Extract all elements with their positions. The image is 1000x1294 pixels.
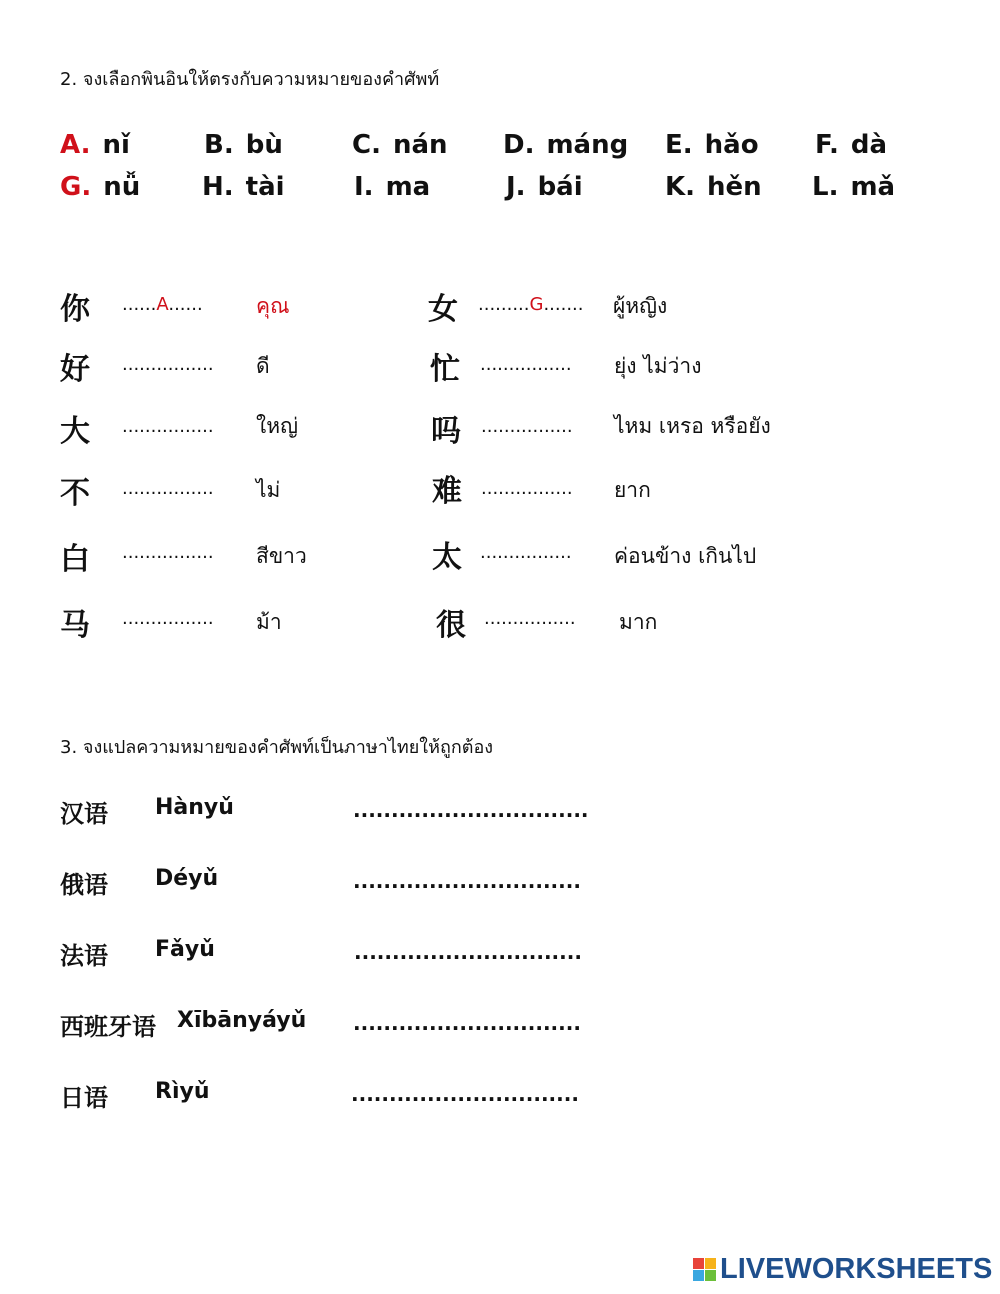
option-pinyin: tài: [245, 172, 285, 202]
logo-tile: [705, 1258, 716, 1269]
thai-meaning: คุณ: [256, 294, 290, 318]
dots: ......: [122, 294, 157, 315]
logo-tile: [705, 1270, 716, 1281]
option-pinyin: ma: [385, 172, 431, 202]
liveworksheets-logo-icon: [693, 1258, 716, 1281]
option-letter: A.: [60, 130, 91, 160]
hanzi: 难: [432, 474, 462, 509]
answer-blank[interactable]: [122, 478, 214, 499]
option-pinyin: máng: [546, 130, 629, 160]
hanzi: 太: [432, 540, 462, 575]
thai-meaning: ค่อนข้าง เกินไป: [614, 544, 757, 568]
answer-blank[interactable]: [484, 608, 576, 629]
dots: ................: [481, 478, 573, 499]
logo-tile: [693, 1270, 704, 1281]
answer-value: A: [156, 294, 169, 315]
hanzi: 你: [60, 292, 90, 327]
option-letter: D.: [503, 130, 535, 160]
thai-meaning: ยุ่ง ไม่ว่าง: [614, 354, 702, 378]
option-letter: K.: [665, 172, 696, 202]
hanzi: 大: [60, 414, 90, 449]
answer-blank[interactable]: [480, 354, 572, 375]
hanzi: 吗: [431, 414, 461, 449]
option-letter: J.: [506, 172, 526, 202]
dots: .........: [478, 294, 530, 315]
thai-meaning: ไม่: [256, 478, 281, 502]
option-pinyin: nǐ: [102, 130, 130, 160]
answer-blank[interactable]: [122, 542, 214, 563]
answer-blank[interactable]: [480, 542, 572, 563]
dots: ................: [481, 416, 573, 437]
option-letter: G.: [60, 172, 92, 202]
dots: ................: [122, 542, 214, 563]
section-3-heading: 3. จงแปลความหมายของคำศัพท์เป็นภาษาไทยให้ถูกต้อง: [60, 737, 494, 758]
option-pinyin: nán: [392, 130, 448, 160]
thai-meaning: ยาก: [614, 478, 651, 502]
answer-blank[interactable]: [481, 416, 573, 437]
thai-meaning: มาก: [619, 610, 658, 634]
option-pinyin: mǎ: [850, 172, 896, 202]
option-letter: L.: [812, 172, 839, 202]
option-letter: C.: [352, 130, 381, 160]
thai-meaning: ใหญ่: [256, 414, 298, 438]
option-letter: F.: [815, 130, 839, 160]
option-pinyin: bù: [245, 130, 283, 160]
dots: ................: [484, 608, 576, 629]
answer-value: G: [529, 294, 544, 315]
option-letter: E.: [665, 130, 693, 160]
option-l: [812, 172, 895, 202]
section-2-heading: 2. จงเลือกพินอินให้ตรงกับความหมายของคำศัพท์: [60, 69, 440, 90]
dots: ................: [122, 608, 214, 629]
answer-blank[interactable]: [122, 608, 214, 629]
translation-blank[interactable]: ...............................: [353, 798, 589, 822]
option-pinyin: hǎo: [704, 130, 759, 160]
hanzi-word: 汉语: [60, 800, 108, 828]
dots: ................: [122, 416, 214, 437]
dots: ................: [480, 542, 572, 563]
translation-blank[interactable]: ..............................: [353, 869, 581, 893]
option-f: [815, 130, 887, 160]
hanzi-word: 俄语: [60, 871, 108, 899]
translation-blank[interactable]: ..............................: [353, 1011, 581, 1035]
option-b: [204, 130, 283, 160]
answer-blank[interactable]: [122, 354, 214, 375]
answer-blank[interactable]: [122, 416, 214, 437]
translation-blank[interactable]: ..............................: [351, 1082, 579, 1106]
option-letter: I.: [354, 172, 374, 202]
logo-text: LIVEWORKSHEETS: [720, 1252, 993, 1285]
option-j: [506, 172, 583, 202]
pinyin-word: Hànyǔ: [155, 795, 234, 820]
pinyin-word: Rìyǔ: [155, 1079, 210, 1104]
option-letter: H.: [202, 172, 234, 202]
thai-meaning: ผู้หญิง: [613, 294, 668, 318]
hanzi: 白: [60, 542, 90, 577]
option-pinyin: bái: [537, 172, 583, 202]
hanzi-word: 法语: [60, 942, 108, 970]
thai-meaning: สีขาว: [256, 544, 307, 568]
thai-meaning: ดี: [256, 354, 270, 378]
hanzi: 很: [436, 608, 466, 643]
option-e: [665, 130, 759, 160]
option-pinyin: dà: [850, 130, 887, 160]
hanzi: 女: [428, 292, 458, 327]
liveworksheets-logo: [693, 1252, 992, 1286]
hanzi: 忙: [430, 352, 460, 387]
option-h: [202, 172, 285, 202]
option-c: [352, 130, 448, 160]
dots: ......: [168, 294, 203, 315]
hanzi: 好: [60, 352, 90, 387]
thai-meaning: ม้า: [256, 610, 282, 634]
pinyin-word: Déyǔ: [155, 866, 219, 891]
dots: ................: [480, 354, 572, 375]
dots: .......: [543, 294, 584, 315]
option-i: [354, 172, 430, 202]
option-d: [503, 130, 628, 160]
option-letter: B.: [204, 130, 234, 160]
pinyin-word: Xībānyáyǔ: [177, 1008, 307, 1033]
option-k: [665, 172, 762, 202]
hanzi-word: 日语: [60, 1084, 108, 1112]
hanzi: 马: [60, 608, 90, 643]
thai-meaning: ไหม เหรอ หรือยัง: [614, 414, 771, 438]
translation-blank[interactable]: ..............................: [354, 940, 582, 964]
dots: ................: [122, 478, 214, 499]
logo-tile: [693, 1258, 704, 1269]
hanzi: 不: [60, 476, 90, 511]
answer-blank[interactable]: [481, 478, 573, 499]
answer-blank[interactable]: [122, 294, 203, 315]
option-pinyin: nǚ: [103, 172, 141, 202]
option-pinyin: hěn: [707, 172, 762, 202]
answer-blank[interactable]: [478, 294, 584, 315]
option-g: [60, 172, 140, 202]
dots: ................: [122, 354, 214, 375]
option-a: [60, 130, 130, 160]
hanzi-word: 西班牙语: [60, 1013, 156, 1041]
pinyin-word: Fǎyǔ: [155, 937, 215, 962]
